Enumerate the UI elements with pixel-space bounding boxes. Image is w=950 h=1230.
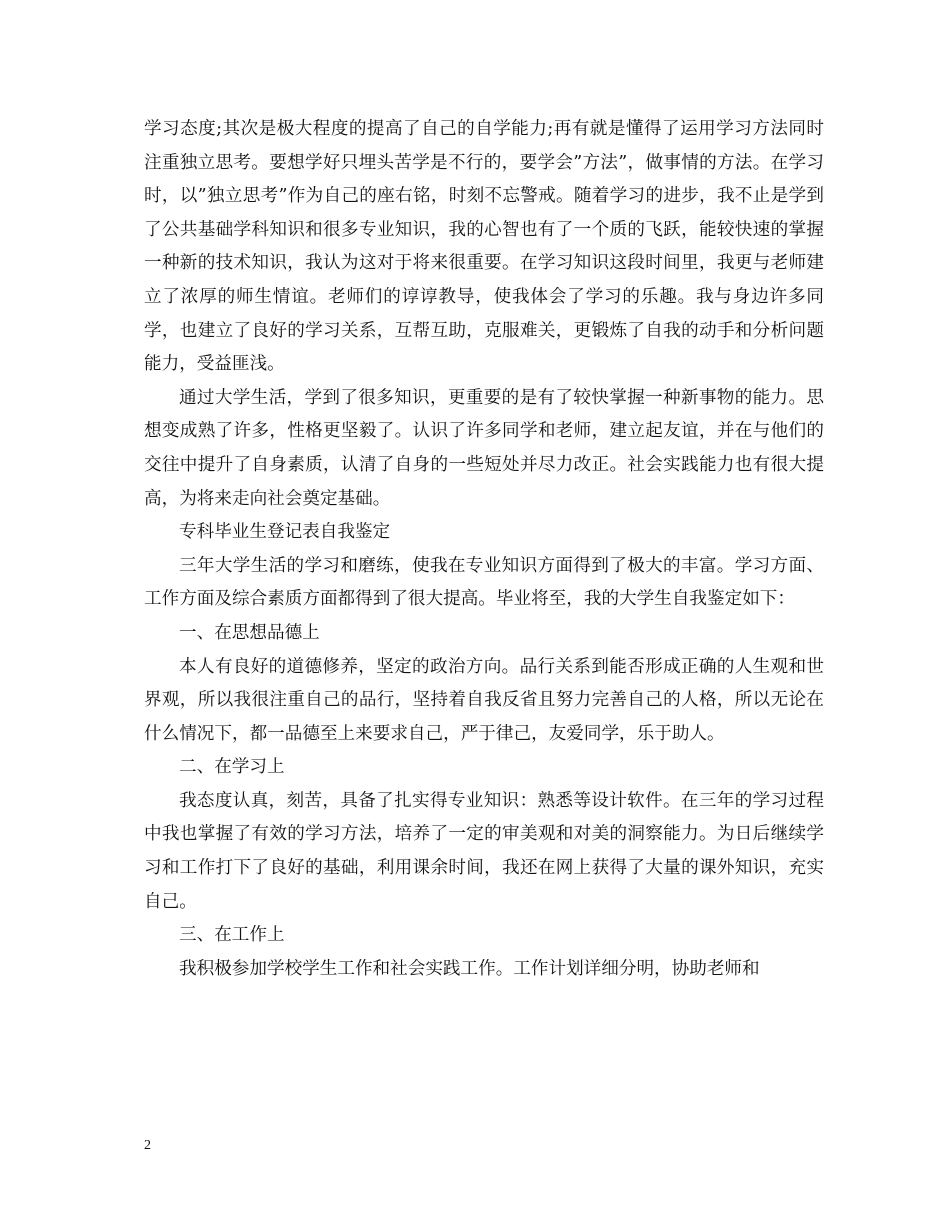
section-heading-study: 二、在学习上 xyxy=(179,757,285,778)
paragraph-6: 我积极参加学校学生工作和社会实践工作。工作计划详细分明，协助老师和 xyxy=(179,958,760,979)
paragraph-1: 学习态度;其次是极大程度的提高了自己的自学能力;再有就是懂得了运用学习方法同时注重独立思考。要想学好只埋头苦学是不行的，要学会”方法”，做事情的方法。在学习时，以”独立思考”作为自己的座右铭，时刻不忘警戒。随着学习的进步，我不止是学到了公共基础学科知识和很多专业知识，我的心智也有了一个质的飞跃，能较快速的掌握一种新的技术知识，我认为这对于将来很重要。在学习知识这段时间里，我更与老师建立了浓厚的师生情谊。老师们的谆谆教导，使我体会了学习的乐趣。我与身边许多同学，也建立了良好的学习关系，互帮互助，克服难关，更锻炼了自我的动手和分析问题能力，受益匪浅。 xyxy=(144,119,824,375)
paragraph-4: 本人有良好的道德修养，坚定的政治方向。品行关系到能否形成正确的人生观和世界观，所以我很注重自己的品行，坚持着自我反省且努力完善自己的人格，所以无论在什么情况下，都一品德至上来要求自己，严于律己，友爱同学，乐于助人。 xyxy=(144,656,824,744)
paragraph-5: 我态度认真，刻苦，具备了扎实得专业知识：熟悉等设计软件。在三年的学习过程中我也掌握了有效的学习方法，培养了一定的审美观和对美的洞察能力。为日后继续学习和工作打下了良好的基础，利用课余时间，我还在网上获得了大量的课外知识，充实自己。 xyxy=(144,790,824,912)
section-heading-self-assessment: 专科毕业生登记表自我鉴定 xyxy=(179,522,391,543)
page-number: 2 xyxy=(144,1138,151,1153)
paragraph-3: 三年大学生活的学习和磨练，使我在专业知识方面得到了极大的丰富。学习方面、工作方面及综合素质方面都得到了很大提高。毕业将至，我的大学生自我鉴定如下： xyxy=(144,555,824,610)
paragraph-2: 通过大学生活，学到了很多知识，更重要的是有了较快掌握一种新事物的能力。思想变成熟了许多，性格更坚毅了。认识了许多同学和老师，建立起友谊，并在与他们的交往中提升了自身素质，认清了自身的一些短处并尽力改正。社会实践能力也有很大提高，为将来走向社会奠定基础。 xyxy=(144,387,824,509)
section-heading-work: 三、在工作上 xyxy=(179,925,285,946)
section-heading-morality: 一、在思想品德上 xyxy=(179,622,320,643)
body-text xyxy=(144,113,824,986)
